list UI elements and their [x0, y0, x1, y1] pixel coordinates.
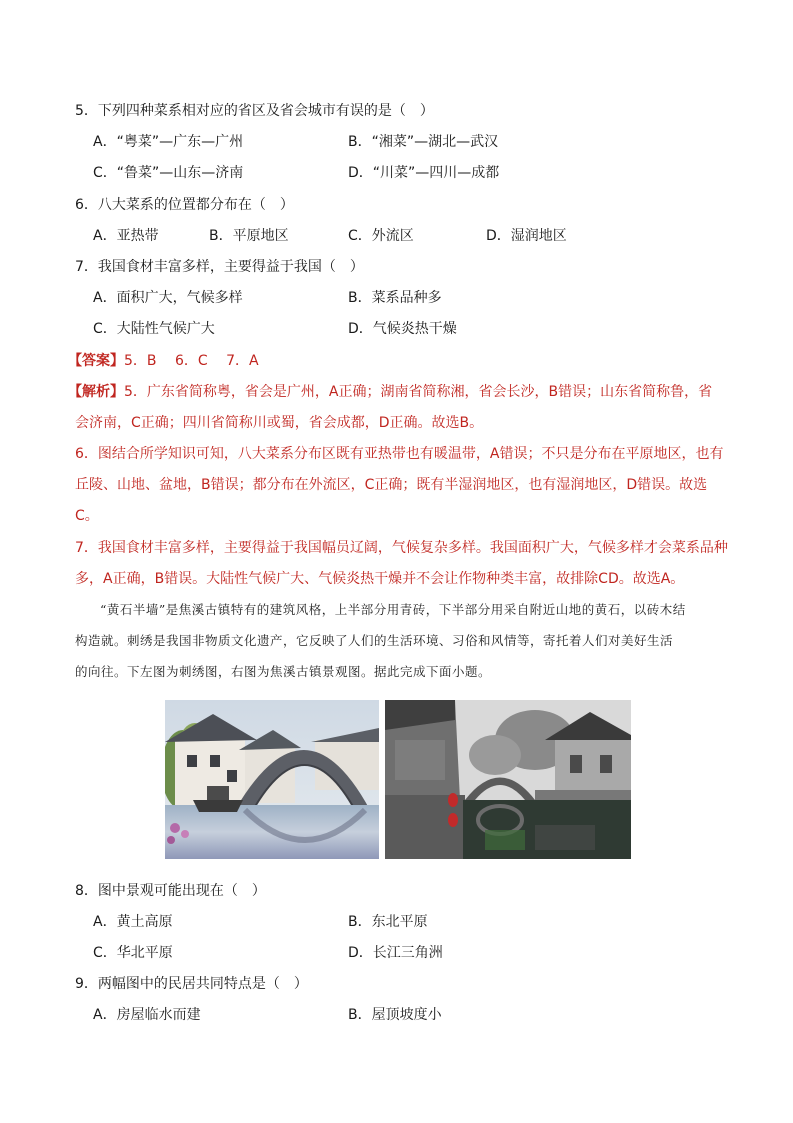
q5-option-a: A．“粤菜”—广东—广州: [93, 134, 244, 150]
q5-option-c: C．“鲁菜”—山东—济南: [93, 165, 244, 181]
q9-option-b: B．屋顶坡度小: [348, 1007, 442, 1023]
analysis-text-4: 丘陵、山地、盆地，B错误；都分布在外流区，C正确；既有半湿润地区，也有湿润地区，D错误。故选: [75, 477, 708, 493]
answer-text: 5．B 6．C 7．A: [124, 353, 259, 369]
q8-stem: 8．图中景观可能出现在（ ）: [75, 883, 266, 899]
q8-option-d: D．长江三角洲: [348, 945, 443, 961]
analysis-text-1: 5．广东省简称粤，省会是广州，A正确；湖南省简称湘，省会长沙，B错误；山东省简称鲁，省: [124, 384, 713, 400]
q7-option-b: B．菜系品种多: [348, 290, 442, 306]
q9-stem: 9．两幅图中的民居共同特点是（ ）: [75, 976, 308, 992]
q6-stem: 6．八大菜系的位置都分布在（ ）: [75, 197, 294, 213]
q6-option-d: D．湿润地区: [486, 228, 567, 244]
q7-option-c: C．大陆性气候广大: [93, 321, 215, 337]
q7-stem: 7．我国食材丰富多样，主要得益于我国（ ）: [75, 259, 364, 275]
q9-option-a: A．房屋临水而建: [93, 1007, 201, 1023]
q8-option-c: C．华北平原: [93, 945, 173, 961]
q6-option-c: C．外流区: [348, 228, 414, 244]
embroidery-image: [165, 700, 379, 859]
intro-line-1: “黄石半墙”是焦溪古镇特有的建筑风格，上半部分用青砖，下半部分用采自附近山地的黄石，以砖木结: [100, 602, 686, 617]
answer-label: 【答案】: [68, 353, 124, 369]
q8-option-b: B．东北平原: [348, 914, 428, 930]
q5-option-b: B．“湘菜”—湖北—武汉: [348, 134, 499, 150]
analysis-label: 【解析】: [68, 384, 124, 400]
analysis-text-5: C。: [75, 508, 99, 524]
intro-line-2: 构造就。刺绣是我国非物质文化遗产，它反映了人们的生活环境、习俗和风情等，寄托着人们对美好生活: [75, 633, 674, 648]
analysis-line-1: [68, 382, 712, 402]
analysis-text-7: 多，A正确，B错误。大陆性气候广大、气候炎热干燥并不会让作物种类丰富，故排除CD。故选A。: [75, 571, 685, 587]
intro-line-3: 的向往。下左图为刺绣图，右图为焦溪古镇景观图。据此完成下面小题。: [75, 664, 492, 679]
q6-option-a: A．亚热带: [93, 228, 159, 244]
jiaoxi-town-image: [385, 700, 631, 859]
answer-line: [68, 351, 259, 371]
analysis-text-2: 会济南，C正确；四川省简称川或蜀，省会成都，D正确。故选B。: [75, 415, 484, 431]
q6-option-b: B．平原地区: [209, 228, 289, 244]
jiaoxi-town-illustration: [385, 700, 631, 859]
q7-option-d: D．气候炎热干燥: [348, 321, 457, 337]
q8-option-a: A．黄土高原: [93, 914, 173, 930]
analysis-text-3: 6．图结合所学知识可知，八大菜系分布区既有亚热带也有暖温带，A错误；不只是分布在平原地区，也有: [75, 446, 724, 462]
analysis-text-6: 7．我国食材丰富多样，主要得益于我国幅员辽阔，气候复杂多样。我国面积广大，气候多样才会菜系品种: [75, 540, 728, 556]
embroidery-illustration: [165, 700, 379, 859]
q7-option-a: A．面积广大，气候多样: [93, 290, 243, 306]
q5-stem: 5．下列四种菜系相对应的省区及省会城市有误的是（ ）: [75, 103, 434, 119]
q5-option-d: D．“川菜”—四川—成都: [348, 165, 500, 181]
